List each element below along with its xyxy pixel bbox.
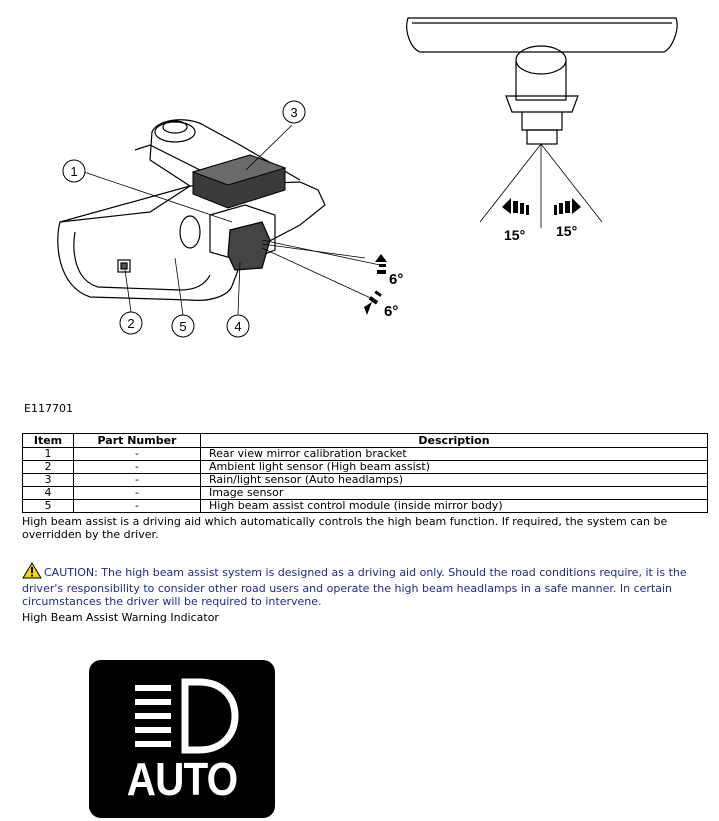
warning-triangle-icon [22, 562, 42, 582]
callout-4-label: 4 [234, 319, 242, 334]
callout-1-label: 1 [70, 164, 78, 179]
row-item: 4 [23, 487, 74, 500]
row-item: 5 [23, 500, 74, 513]
row-item: 3 [23, 474, 74, 487]
callout-5-label: 5 [179, 319, 187, 334]
angle-up-label: 6° [389, 271, 404, 288]
header-item: Item [23, 434, 74, 448]
callout-3-label: 3 [290, 105, 298, 120]
row-part-number: - [74, 448, 201, 461]
row-part-number: - [74, 500, 201, 513]
row-part-number: - [74, 487, 201, 500]
row-description: Rain/light sensor (Auto headlamps) [201, 474, 708, 487]
table-row [23, 474, 708, 487]
caution-note [22, 562, 712, 608]
row-part-number: - [74, 461, 201, 474]
angle-right-label: 15° [556, 223, 578, 239]
table-row [23, 500, 708, 513]
parts-table [22, 433, 708, 513]
row-part-number: - [74, 474, 201, 487]
table-row [23, 461, 708, 474]
table-row [23, 448, 708, 461]
auto-label: AUTO [126, 753, 238, 805]
high-beam-auto-icon [89, 660, 275, 818]
row-item: 2 [23, 461, 74, 474]
row-description: High beam assist control module (inside mirror body) [201, 500, 708, 513]
intro-paragraph: High beam assist is a driving aid which automatically controls the high beam function. If required, the system can be overridden by the driver. [22, 515, 668, 541]
table-row [23, 487, 708, 500]
row-description: Ambient light sensor (High beam assist) [201, 461, 708, 474]
row-description: Rear view mirror calibration bracket [201, 448, 708, 461]
angle-left-label: 15° [504, 227, 526, 243]
row-description: Image sensor [201, 487, 708, 500]
caution-text: CAUTION: The high beam assist system is designed as a driving aid only. Should the road conditions require, it is the driver's responsibility to consider other road users and operate the high beam headlamps in a safe manner. In certain circumstances the driver will be required to intervene. [22, 566, 687, 608]
header-part-number: Part Number [74, 434, 201, 448]
indicator-heading: High Beam Assist Warning Indicator [22, 611, 219, 624]
callout-2-label: 2 [127, 316, 135, 331]
header-description: Description [201, 434, 708, 448]
figure-code: E117701 [24, 402, 73, 415]
mirror-top-view-diagram [0, 0, 719, 395]
table-header-row [23, 434, 708, 448]
row-item: 1 [23, 448, 74, 461]
angle-down-label: 6° [384, 303, 399, 320]
